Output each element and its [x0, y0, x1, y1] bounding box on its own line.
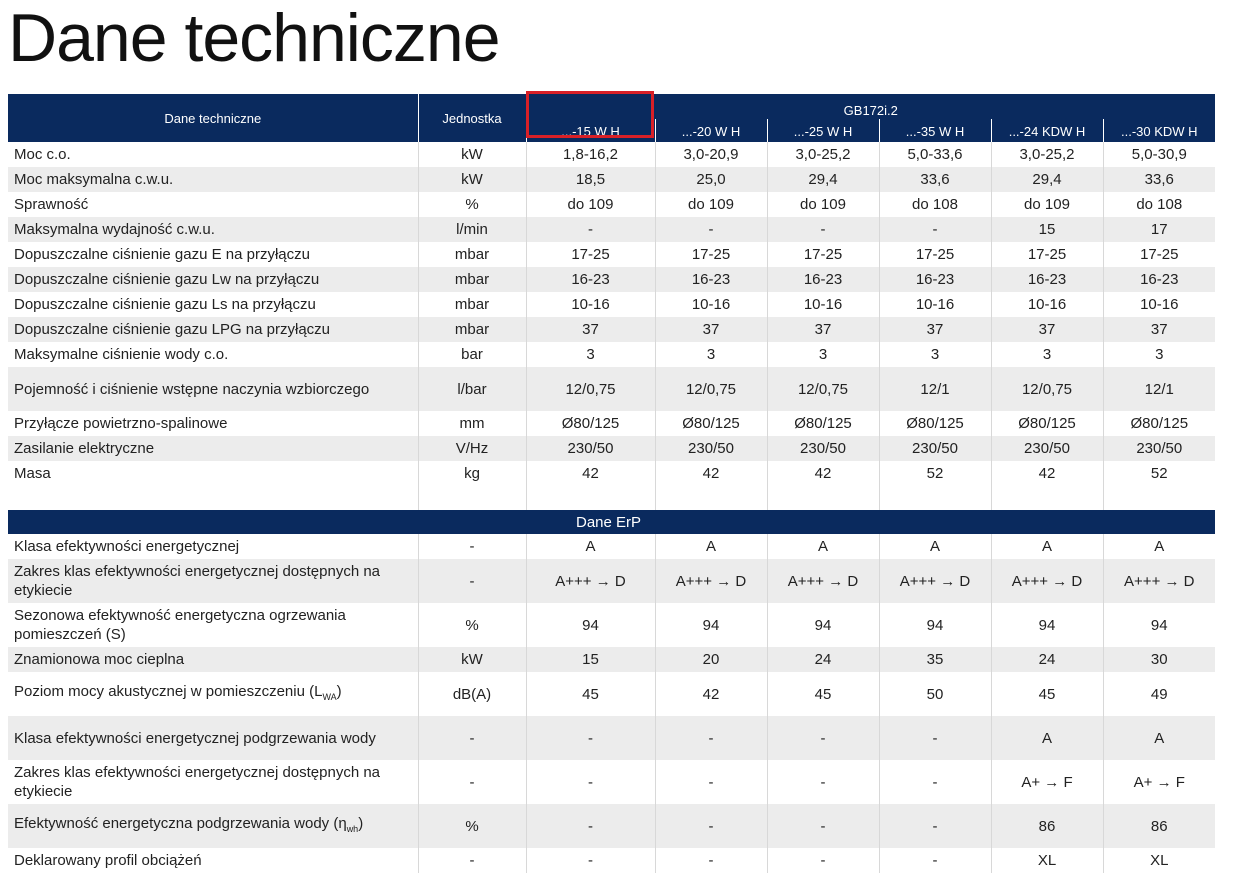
row-value: 15 — [991, 217, 1103, 242]
spacer-cell — [526, 486, 655, 510]
row-value: Ø80/125 — [1130, 415, 1189, 432]
row-value: - — [767, 804, 879, 848]
row-value: do 109 — [991, 192, 1103, 217]
row-label: Poziom mocy akustycznej w pomieszczeniu $(L_{WA})$ — [8, 672, 418, 716]
row-value: 5,0-30,9 — [1131, 146, 1187, 163]
row-label: Maksymalna wydajność c.w.u. — [8, 217, 418, 242]
row-value: A+ → F — [991, 760, 1103, 804]
row-value: 3,0-25,2 — [767, 142, 879, 167]
spacer-cell — [1103, 486, 1215, 510]
row-value: 1,8-16,2 — [526, 142, 655, 167]
row-value: 10-16 — [655, 292, 767, 317]
row-value: - — [879, 760, 991, 804]
header-model-1: ...-20 W H — [655, 120, 767, 143]
row-label: Zakres klas efektywności energetycznej dostępnych na etykiecie — [8, 760, 418, 804]
section-erp — [8, 510, 1215, 534]
row-value: 230/50 — [767, 436, 879, 461]
row-value: 16-23 — [767, 267, 879, 292]
header-model-0: ...-15 W H — [526, 120, 655, 143]
row-value: 230/50 — [879, 436, 991, 461]
row-value: do 108 — [879, 192, 991, 217]
row-label: Klasa efektywności energetycznej podgrzewania wody — [8, 716, 418, 760]
row-value: 10-16 — [879, 292, 991, 317]
row-value: XL — [991, 848, 1103, 873]
row-value: A+++ → D — [1103, 559, 1215, 603]
row-label: Moc c.o. — [8, 142, 418, 167]
row-value: - — [526, 716, 655, 760]
row-unit: mbar — [418, 292, 526, 317]
table-row — [8, 559, 1215, 603]
row-value: 10-16 — [767, 292, 879, 317]
row-value: 17-25 — [526, 242, 655, 267]
table-row — [8, 716, 1215, 760]
row-value: - — [526, 760, 655, 804]
row-label: Znamionowa moc cieplna — [8, 647, 418, 672]
row-unit: % — [418, 603, 526, 647]
row-value: 94 — [526, 603, 655, 647]
row-value: Ø80/125 — [526, 411, 655, 436]
row-value: - — [879, 217, 991, 242]
row-unit: mm — [418, 411, 526, 436]
row-value: do 108 — [1136, 196, 1183, 213]
row-unit: V/Hz — [418, 436, 526, 461]
technical-data-table — [8, 94, 1215, 873]
row-value: 17-25 — [655, 242, 767, 267]
header-model-4: ...-24 KDW H — [991, 120, 1103, 143]
spacer-cell — [879, 486, 991, 510]
row-value: 42 — [655, 672, 767, 716]
row-label: Deklarowany profil obciążeń — [8, 848, 418, 873]
row-value: 49 — [1150, 685, 1168, 703]
row-value: 52 — [879, 461, 991, 486]
row-value: A — [767, 534, 879, 559]
row-value: 20 — [655, 647, 767, 672]
row-value: 16-23 — [991, 267, 1103, 292]
row-value: 12/0,75 — [655, 367, 767, 411]
row-value: 10-16 — [526, 292, 655, 317]
row-value: 12/0,75 — [991, 367, 1103, 411]
header-parameter: Dane techniczne — [8, 94, 418, 142]
row-unit: mbar — [418, 242, 526, 267]
row-value: - — [526, 217, 655, 242]
table-row — [8, 760, 1215, 804]
row-value: 50 — [879, 672, 991, 716]
row-value: 230/50 — [655, 436, 767, 461]
row-value: - — [655, 848, 767, 873]
row-value: 45 — [526, 672, 655, 716]
row-value: Ø80/125 — [991, 411, 1103, 436]
row-value: 24 — [767, 647, 879, 672]
row-unit: % — [418, 804, 526, 848]
row-value: 3 — [767, 342, 879, 367]
row-value: 3 — [526, 342, 655, 367]
table-row — [8, 647, 1215, 672]
row-value: A+++ → D — [655, 559, 767, 603]
row-value: 17-25 — [767, 242, 879, 267]
row-value: 3,0-20,9 — [655, 142, 767, 167]
row-value: 37 — [1103, 317, 1215, 342]
table-row — [8, 804, 1215, 848]
row-value: 3 — [991, 342, 1103, 367]
row-value: 37 — [991, 317, 1103, 342]
table-row — [8, 342, 1215, 367]
row-value: 12/1 — [879, 367, 991, 411]
row-value: do 109 — [655, 192, 767, 217]
spacer-row — [8, 486, 1215, 510]
row-value: A — [1103, 716, 1215, 760]
row-value: 37 — [767, 317, 879, 342]
header-model-group: GB172i.2 — [526, 94, 1215, 120]
row-value: 16-23 — [655, 267, 767, 292]
row-unit: kg — [418, 461, 526, 486]
row-value: 42 — [991, 461, 1103, 486]
row-label: Dopuszczalne ciśnienie gazu LPG na przyłączu — [8, 317, 418, 342]
row-value: 33,6 — [1103, 167, 1215, 192]
row-value: 30 — [1103, 647, 1215, 672]
table-row — [8, 411, 1215, 436]
row-label: Klasa efektywności energetycznej — [8, 534, 418, 559]
row-label: Dopuszczalne ciśnienie gazu Ls na przyłączu — [8, 292, 418, 317]
table-row — [8, 267, 1215, 292]
row-unit: % — [418, 192, 526, 217]
row-label: Masa — [8, 461, 418, 486]
row-value: 86 — [1103, 804, 1215, 848]
row-value: 33,6 — [879, 167, 991, 192]
row-value: 12/0,75 — [767, 367, 879, 411]
row-label: Maksymalne ciśnienie wody c.o. — [8, 342, 418, 367]
row-value: 94 — [767, 603, 879, 647]
row-value: Ø80/125 — [655, 411, 767, 436]
table-row — [8, 292, 1215, 317]
header-unit: Jednostka — [418, 94, 526, 142]
row-value: A — [526, 534, 655, 559]
row-unit: dB(A) — [418, 672, 526, 716]
row-value: do 109 — [767, 192, 879, 217]
table-row — [8, 672, 1215, 716]
row-label: Efektywność energetyczna podgrzewania wody $(\eta_{wh})$ — [8, 804, 418, 848]
header-model-3: ...-35 W H — [879, 120, 991, 143]
table-row — [8, 192, 1215, 217]
table-row — [8, 461, 1215, 486]
row-value: 35 — [879, 647, 991, 672]
row-label: Moc maksymalna c.w.u. — [8, 167, 418, 192]
spacer-cell — [991, 486, 1103, 510]
table-row — [8, 242, 1215, 267]
row-value: 10-16 — [991, 292, 1103, 317]
row-value: 10-16 — [1140, 296, 1179, 313]
row-value: - — [767, 760, 879, 804]
row-value: - — [879, 848, 991, 873]
row-unit: kW — [418, 647, 526, 672]
row-value: A+ → F — [1133, 773, 1185, 791]
table-row — [8, 142, 1215, 167]
row-value: - — [526, 848, 655, 873]
row-unit: l/bar — [418, 367, 526, 411]
row-value: - — [879, 716, 991, 760]
row-value: 15 — [526, 647, 655, 672]
row-value: 3 — [1155, 346, 1164, 363]
row-label: Sprawność — [8, 192, 418, 217]
row-value: Ø80/125 — [767, 411, 879, 436]
row-value: 52 — [1150, 465, 1168, 482]
table-row — [8, 603, 1215, 647]
row-value: 94 — [1150, 616, 1168, 634]
row-label: Pojemność i ciśnienie wstępne naczynia wzbiorczego — [8, 367, 418, 411]
row-value: 25,0 — [655, 167, 767, 192]
row-value: 3 — [655, 342, 767, 367]
row-value: 12/0,75 — [526, 367, 655, 411]
table-row — [8, 317, 1215, 342]
row-value: 17-25 — [991, 242, 1103, 267]
row-value: do 109 — [526, 192, 655, 217]
row-value: 17-25 — [1140, 246, 1179, 263]
row-value: 29,4 — [991, 167, 1103, 192]
section-erp-title: Dane ErP — [526, 510, 1215, 534]
row-value: A — [1154, 538, 1165, 555]
row-label: Zakres klas efektywności energetycznej dostępnych na etykiecie — [8, 559, 418, 603]
row-unit: mbar — [418, 317, 526, 342]
row-unit: bar — [418, 342, 526, 367]
row-value: 16-23 — [879, 267, 991, 292]
row-value: A — [879, 534, 991, 559]
row-label: Dopuszczalne ciśnienie gazu Lw na przyłączu — [8, 267, 418, 292]
row-label: Dopuszczalne ciśnienie gazu E na przyłączu — [8, 242, 418, 267]
row-unit: - — [418, 716, 526, 760]
header-model-5: ...-30 KDW H — [1103, 120, 1215, 143]
row-unit: mbar — [418, 267, 526, 292]
row-value: 37 — [655, 317, 767, 342]
table-row — [8, 848, 1215, 873]
row-value: 37 — [879, 317, 991, 342]
row-value: - — [655, 760, 767, 804]
row-value: - — [767, 217, 879, 242]
row-unit: - — [418, 559, 526, 603]
row-value: 17 — [1103, 217, 1215, 242]
row-unit: kW — [418, 167, 526, 192]
row-value: 3 — [879, 342, 991, 367]
row-value: 16-23 — [1103, 267, 1215, 292]
row-unit: - — [418, 760, 526, 804]
row-value: - — [655, 716, 767, 760]
row-value: A — [991, 534, 1103, 559]
row-label: Przyłącze powietrzno-spalinowe — [8, 411, 418, 436]
row-value: A — [991, 716, 1103, 760]
row-value: - — [526, 804, 655, 848]
row-value: 230/50 — [991, 436, 1103, 461]
row-unit: - — [418, 848, 526, 873]
row-value: A+++ → D — [991, 559, 1103, 603]
row-value: A+++ → D — [767, 559, 879, 603]
table-row — [8, 534, 1215, 559]
row-value: 94 — [655, 603, 767, 647]
row-value: 94 — [879, 603, 991, 647]
row-value: - — [879, 804, 991, 848]
row-value: XL — [1150, 852, 1169, 869]
row-value: 45 — [767, 672, 879, 716]
section-blank — [8, 510, 526, 534]
row-value: A+++ → D — [879, 559, 991, 603]
row-value: 12/1 — [1103, 367, 1215, 411]
row-value: 45 — [991, 672, 1103, 716]
row-value: 18,5 — [526, 167, 655, 192]
table-row — [8, 217, 1215, 242]
row-value: - — [655, 217, 767, 242]
row-value: 42 — [655, 461, 767, 486]
spacer-cell — [655, 486, 767, 510]
table-row — [8, 436, 1215, 461]
row-label: Zasilanie elektryczne — [8, 436, 418, 461]
spacer-cell — [418, 486, 526, 510]
row-value: 3,0-25,2 — [991, 142, 1103, 167]
row-value: 86 — [991, 804, 1103, 848]
row-value: 17-25 — [879, 242, 991, 267]
row-value: A+++ → D — [526, 559, 655, 603]
table-row — [8, 367, 1215, 411]
row-value: 24 — [991, 647, 1103, 672]
row-value: 94 — [991, 603, 1103, 647]
row-unit: - — [418, 534, 526, 559]
spacer-cell — [8, 486, 418, 510]
row-value: 42 — [767, 461, 879, 486]
spacer-cell — [767, 486, 879, 510]
row-value: - — [767, 848, 879, 873]
row-value: - — [767, 716, 879, 760]
table-row — [8, 167, 1215, 192]
row-value: 230/50 — [1103, 436, 1215, 461]
row-unit: l/min — [418, 217, 526, 242]
row-value: Ø80/125 — [879, 411, 991, 436]
row-value: - — [655, 804, 767, 848]
row-value: 29,4 — [767, 167, 879, 192]
row-value: 37 — [526, 317, 655, 342]
page-title: Dane techniczne — [8, 0, 500, 76]
row-unit: kW — [418, 142, 526, 167]
row-label: Sezonowa efektywność energetyczna ogrzewania pomieszczeń (S) — [8, 603, 418, 647]
row-value: A — [655, 534, 767, 559]
header-model-2: ...-25 W H — [767, 120, 879, 143]
row-value: 16-23 — [526, 267, 655, 292]
row-value: 5,0-33,6 — [879, 142, 991, 167]
row-value: 42 — [526, 461, 655, 486]
row-value: 230/50 — [526, 436, 655, 461]
